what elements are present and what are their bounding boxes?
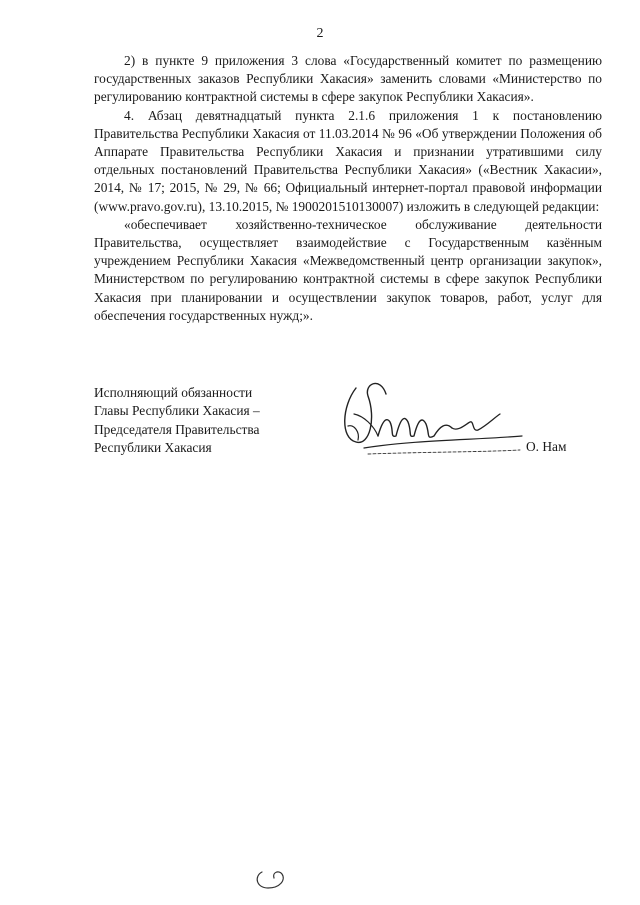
signatory-title [94, 384, 314, 458]
paragraph-item-4: 4. Абзац девятнадцатый пункта 2.1.6 приложения 1 к постановлению Правительства Республики Хакасия от 11.03.2014 № 96 «Об утверждении Положения об Аппарате Правительства Республики Хакасия и признании утратившими силу отдельных постановлений Правительства Республики Хакасия» («Вестник Хакасии», 2014, № 17; 2015, № 29, № 66; Официальный интернет-портал правовой информации (www.pravo.gov.ru), 13.10.2015, № 1900201510130007) изложить в следующей редакции: [94, 107, 602, 214]
page-mark-icon [252, 866, 292, 892]
signatory-title-line: Главы Республики Хакасия – [94, 403, 260, 419]
page-number: 2 [316, 26, 324, 41]
signatory-title-line: Председателя Правительства [94, 421, 260, 437]
signatory-name: О. Нам [526, 439, 567, 454]
paragraph-amendment-2: 2) в пункте 9 приложения 3 слова «Государственный комитет по размещению государственных заказов Республики Хакасия» заменить словами «Министерство по регулированию контрактной системы в сфере закупок Республики Хакасия». [94, 53, 602, 105]
handwritten-signature [334, 366, 534, 466]
paragraph-new-wording: «обеспечивает хозяйственно-техническое обслуживание деятельности Правительства, осуществляет взаимодействие с Государственным казённым учреждением Республики Хакасия «Межведомственный центр организации закупок», Министерством по регулированию контрактной системы в сфере закупок Республики Хакасия при планировании и осуществлении закупок товаров, работ, услуг для обеспечения государственных нужд;». [94, 216, 602, 323]
document-body [94, 52, 602, 325]
signatory-title-line: Исполняющий обязанности [94, 385, 253, 400]
signatory-title-line: Республики Хакасия [94, 440, 212, 456]
